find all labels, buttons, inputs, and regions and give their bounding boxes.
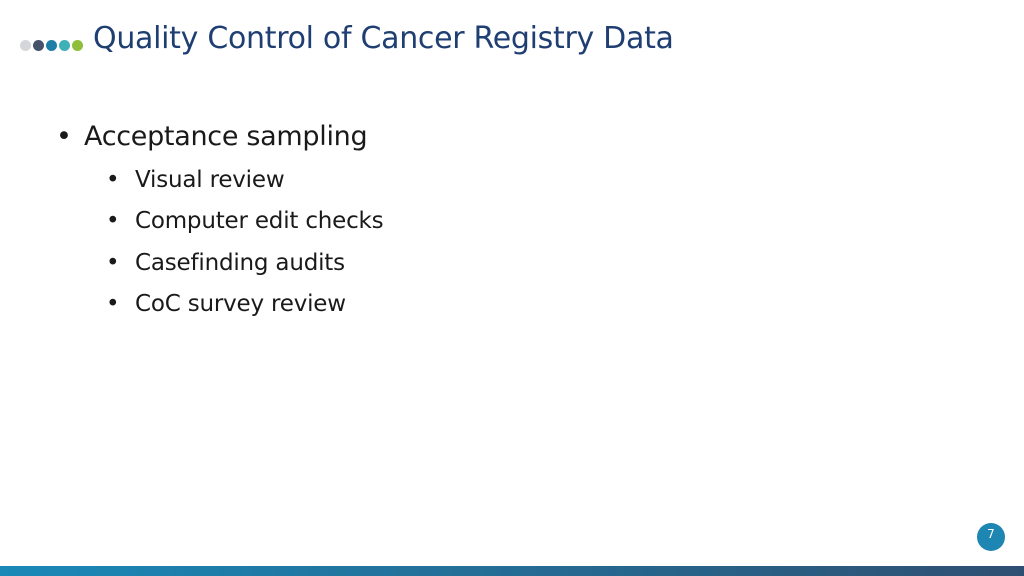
bullet-sub-text: CoC survey review — [135, 291, 346, 317]
bullet-sub-text: Casefinding audits — [135, 250, 345, 276]
bottom-accent-bar — [0, 566, 1024, 576]
decorative-dots — [20, 39, 85, 51]
dot-5-icon — [72, 40, 83, 51]
bullet-sub-text: Computer edit checks — [135, 208, 384, 234]
bullet-icon: • — [106, 291, 120, 317]
bullet-icon: • — [106, 208, 120, 234]
bullet-icon: • — [56, 121, 72, 152]
bullet-icon: • — [106, 167, 120, 193]
slide-title: Quality Control of Cancer Registry Data — [93, 21, 674, 56]
dot-1-icon — [20, 40, 31, 51]
bullet-main-text: Acceptance sampling — [84, 121, 368, 152]
dot-4-icon — [59, 40, 70, 51]
page-number-badge: 7 — [977, 523, 1005, 551]
bullet-icon: • — [106, 250, 120, 276]
dot-2-icon — [33, 40, 44, 51]
bullet-sub-text: Visual review — [135, 167, 285, 193]
dot-3-icon — [46, 40, 57, 51]
